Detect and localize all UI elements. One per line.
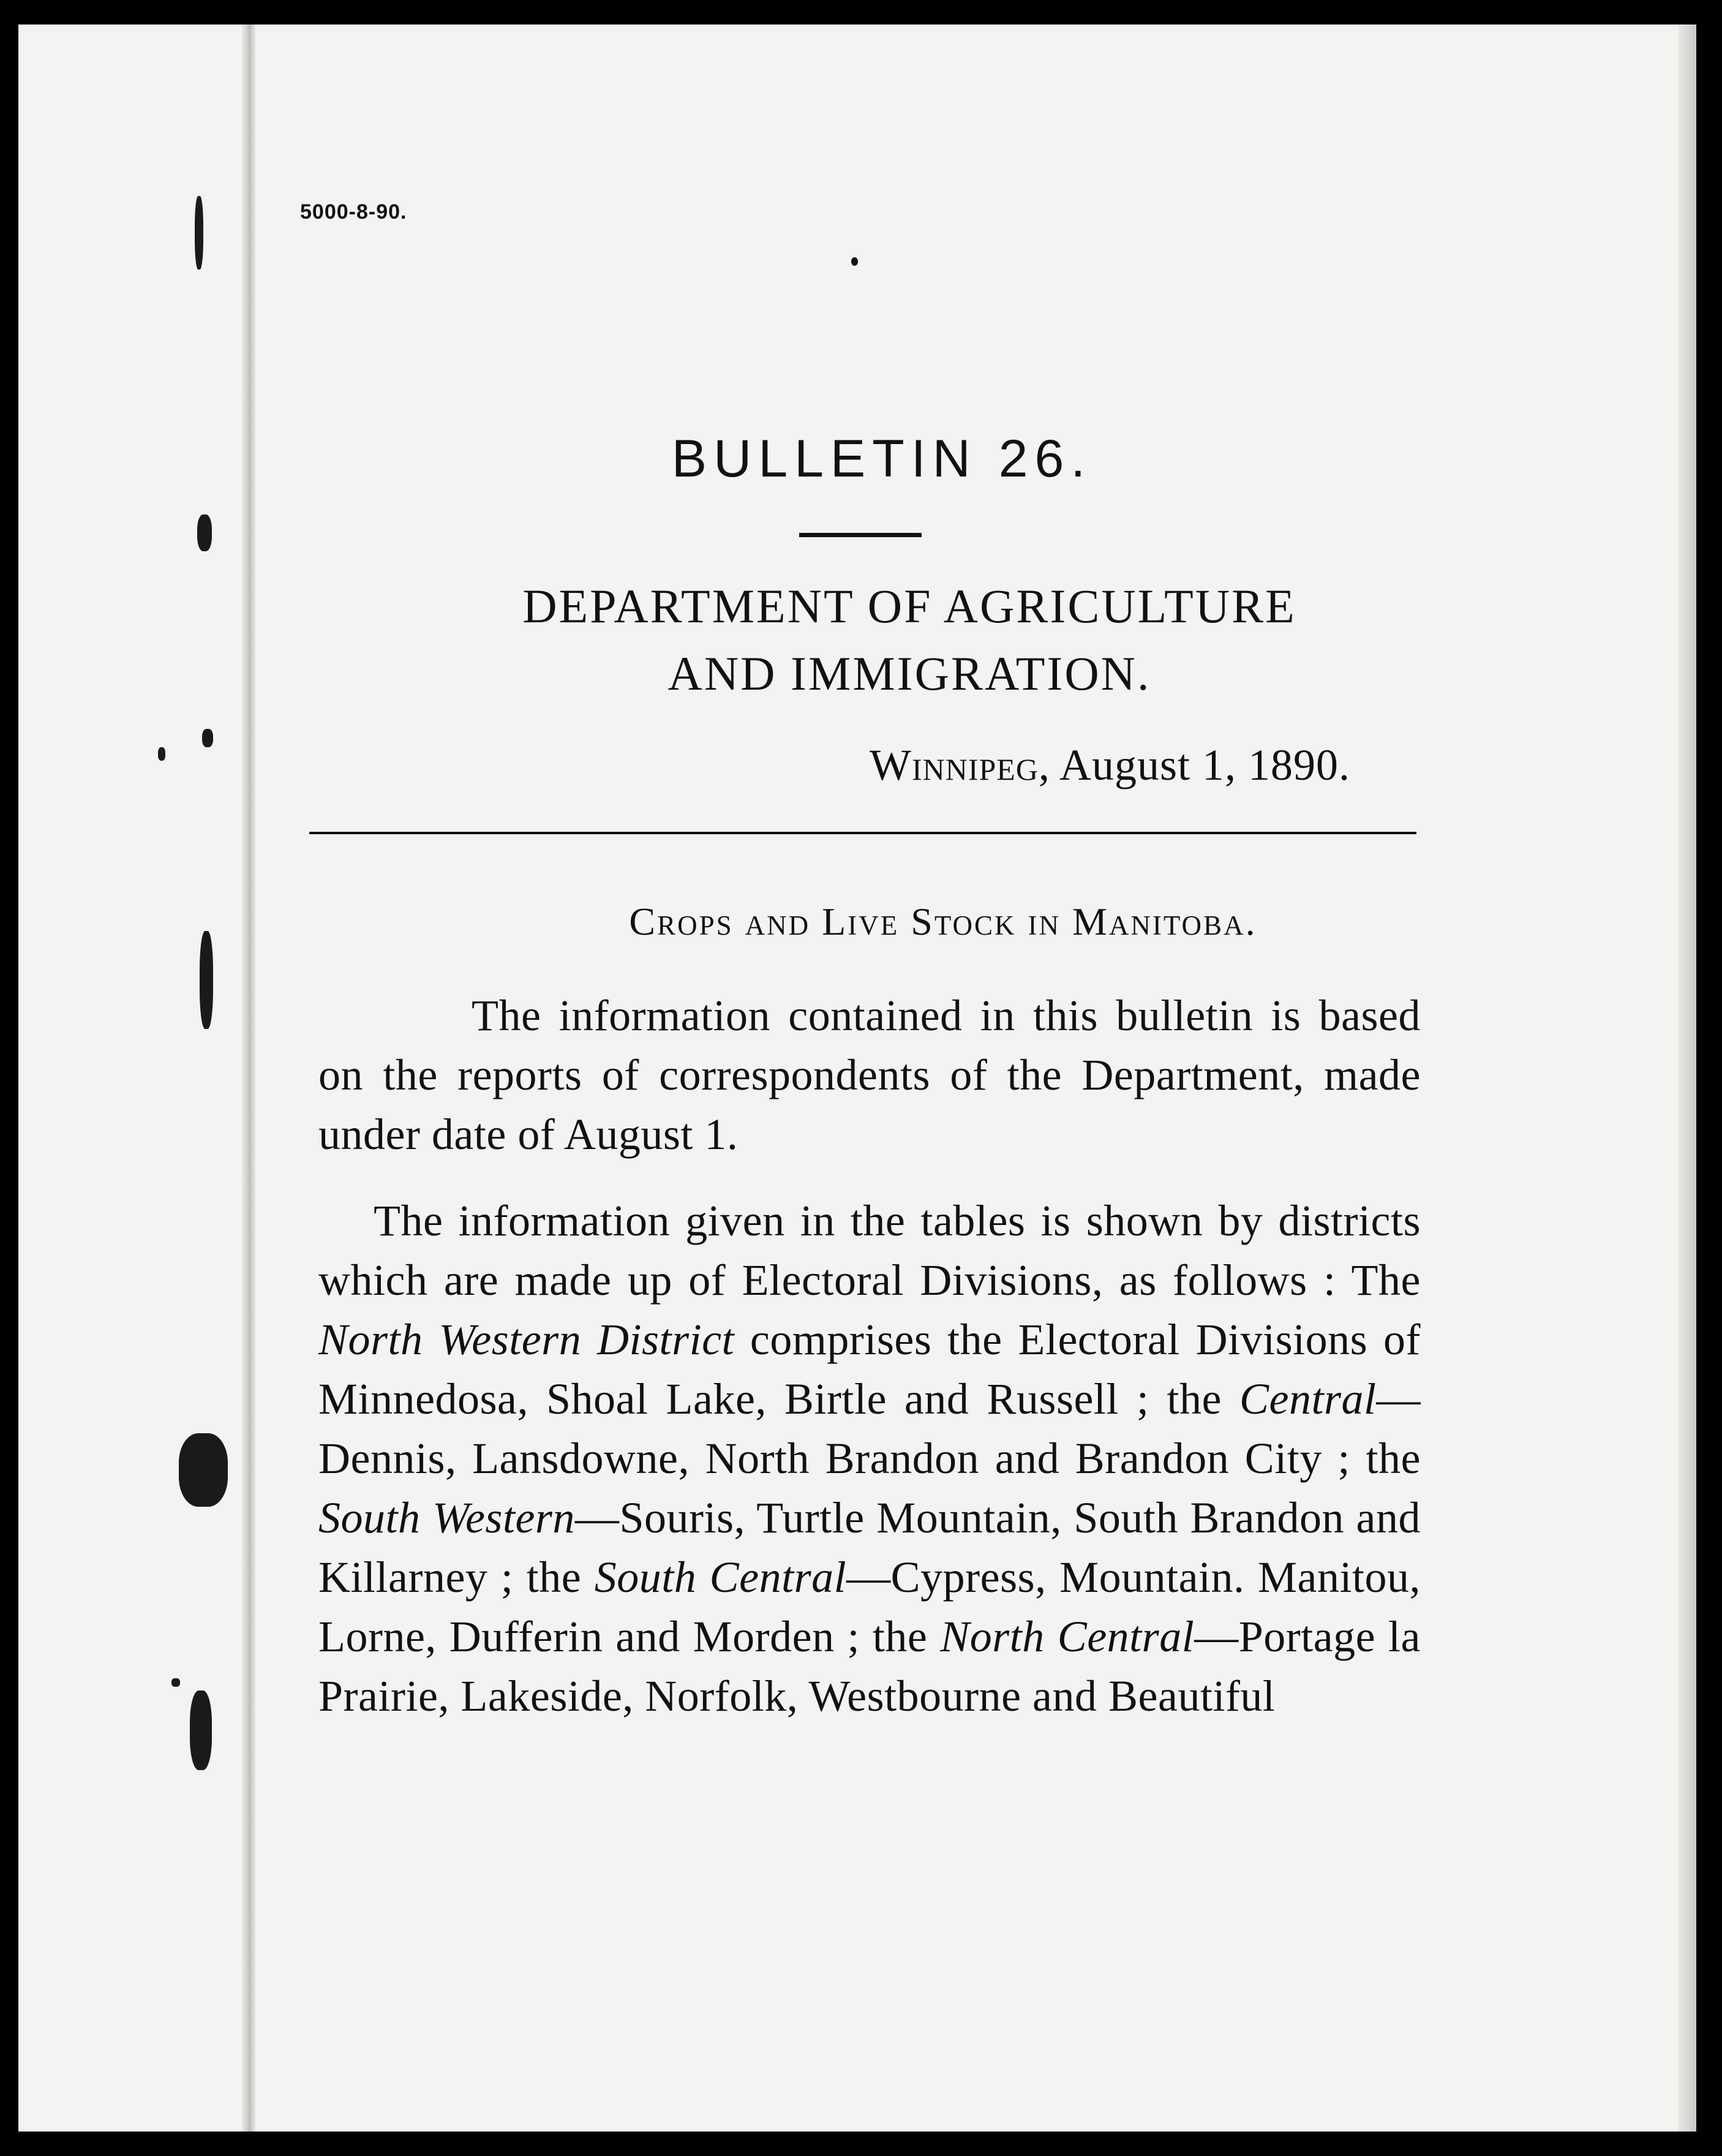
page-spine: [242, 24, 255, 2132]
district-name-south-western: South Western: [318, 1493, 575, 1542]
paragraph-2-text: —Portage la Prairie, Lakeside, Norfolk, Westbourne and Beautiful: [318, 1612, 1421, 1721]
page-right-edge: [1678, 24, 1696, 2132]
paragraph-2-text: comprises the Electoral Divisions of Minnedosa, Shoal Lake, Birtle and Russell ; the: [318, 1315, 1421, 1423]
scanned-page: [18, 24, 1696, 2132]
paragraph-1: The information contained in this bulletin is based on the reports of correspondents of the Department, made under date of August 1.: [318, 991, 1421, 1159]
paragraph-2: [318, 1191, 1421, 1726]
dateline: [870, 740, 1350, 791]
section-rule: [309, 832, 1416, 834]
paragraph-2-text: The information given in the tables is shown by districts which are made up of Electoral Divisions, as follows : The: [318, 1196, 1421, 1305]
title-rule: [799, 533, 922, 537]
paragraph-2-text: —Dennis, Lansdowne, North Brandon and Brandon City ; the: [318, 1374, 1421, 1483]
district-name-central: Central: [1239, 1374, 1377, 1423]
department-line-2: AND IMMIGRATION.: [667, 647, 1151, 700]
dateline-place: Winnipeg,: [870, 741, 1050, 790]
bulletin-title: BULLETIN 26.: [671, 429, 1092, 488]
print-code: 5000-8-90.: [300, 200, 407, 224]
ink-dot: [851, 257, 858, 266]
paragraph-2-text: —Cypress, Mountain. Manitou, Lorne, Dufferin and Morden ; the: [318, 1553, 1421, 1661]
district-name-north-western: North Western District: [318, 1315, 735, 1364]
dateline-date: August 1, 1890.: [1059, 741, 1350, 790]
paragraph-2-text: —Souris, Turtle Mountain, South Brandon and Killarney ; the: [318, 1493, 1421, 1602]
section-heading: Crops and Live Stock in Manitoba.: [629, 900, 1257, 943]
district-name-south-central: South Central: [594, 1553, 847, 1602]
district-name-north-central: North Central: [940, 1612, 1195, 1661]
department-line-1: DEPARTMENT OF AGRICULTURE: [522, 579, 1296, 633]
